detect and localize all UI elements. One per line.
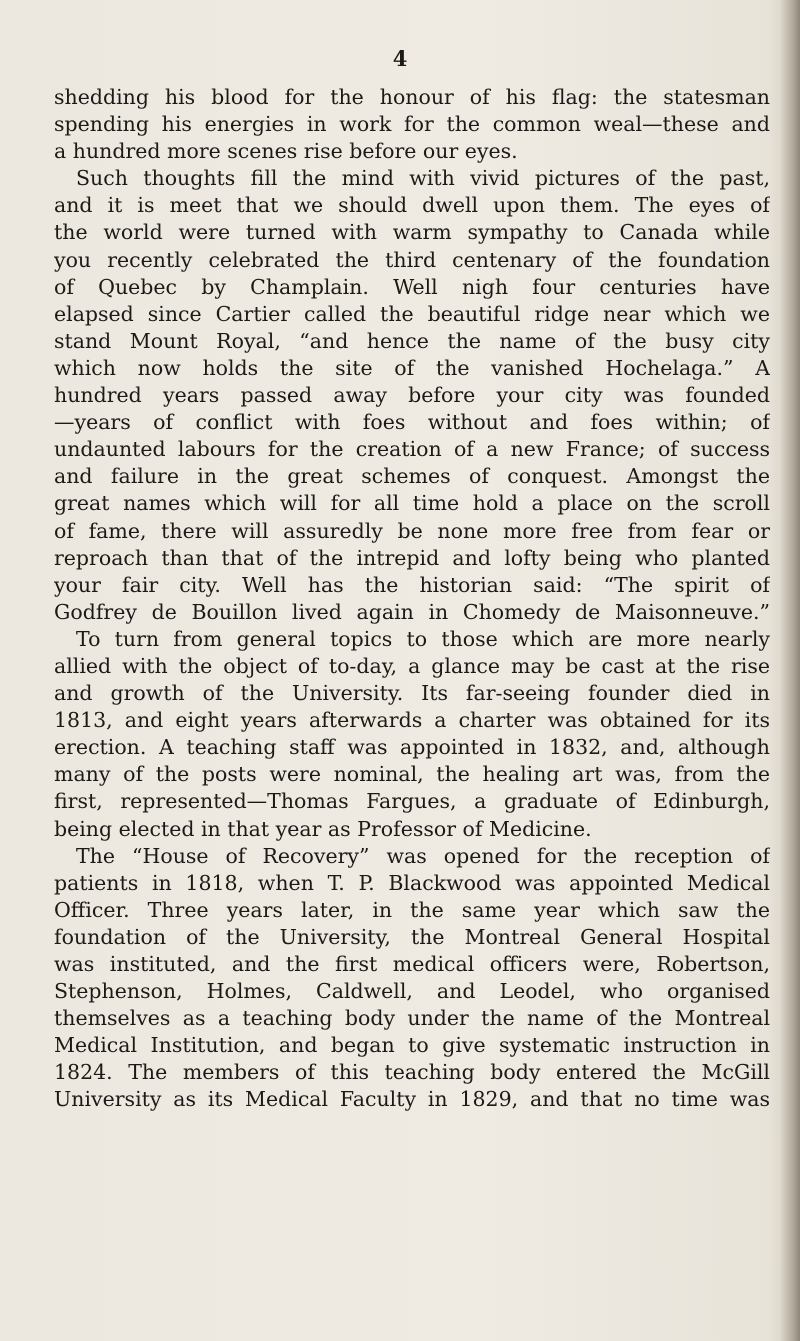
text-line: and growth of the University. Its far-seeing founder died in bbox=[54, 681, 770, 706]
text-line: foundation of the University, the Montreal General Hospital bbox=[54, 924, 770, 949]
text-line: was instituted, and the first medical officers were, Robertson, bbox=[54, 952, 770, 976]
text-line: Such thoughts fill the mind with vivid pictures of the past, bbox=[76, 166, 770, 191]
text-line: and failure in the great schemes of conquest. Amongst the bbox=[54, 464, 770, 489]
text-line: The “House of Recovery” was opened for the reception of bbox=[76, 843, 770, 868]
body-text bbox=[54, 84, 770, 1114]
text-line: first, represented—Thomas Fargues, a graduate of Edinburgh, bbox=[54, 789, 770, 814]
text-line: reproach than that of the intrepid and lofty being who planted bbox=[54, 545, 770, 570]
text-line: undaunted labours for the creation of a new France; of success bbox=[54, 437, 770, 462]
text-line: hundred years passed away before your city was founded bbox=[54, 383, 770, 408]
text-line: spending his energies in work for the common weal—these and bbox=[54, 112, 770, 137]
text-line: Stephenson, Holmes, Caldwell, and Leodel, who organised bbox=[54, 979, 770, 1004]
text-line: you recently celebrated the third centenary of the foundation bbox=[54, 247, 770, 272]
text-line: the world were turned with warm sympathy to Canada while bbox=[54, 220, 770, 245]
page-number: 4 bbox=[392, 46, 408, 71]
text-line: stand Mount Royal, “and hence the name of the busy city bbox=[54, 328, 770, 353]
text-line: To turn from general topics to those which are more nearly bbox=[76, 626, 770, 651]
text-line: 1824. The members of this teaching body entered the McGill bbox=[54, 1060, 770, 1085]
page-edge-shadow bbox=[780, 0, 800, 1341]
text-line: great names which will for all time hold a place on the scroll bbox=[54, 491, 770, 516]
text-line: —years of conflict with foes without and foes within; of bbox=[54, 410, 770, 435]
text-line: elapsed since Cartier called the beautiful ridge near which we bbox=[54, 301, 770, 326]
text-line: your fair city. Well has the historian said: “The spirit of bbox=[54, 572, 770, 597]
text-line: themselves as a teaching body under the name of the Montreal bbox=[54, 1006, 770, 1031]
text-line: University as its Medical Faculty in 1829, and that no time was bbox=[54, 1087, 770, 1112]
text-line: patients in 1818, when T. P. Blackwood was appointed Medical bbox=[54, 870, 770, 895]
text-line: Godfrey de Bouillon lived again in Chomedy de Maisonneuve.” bbox=[54, 599, 770, 624]
text-line: shedding his blood for the honour of his flag: the statesman bbox=[54, 85, 770, 109]
text-line: and it is meet that we should dwell upon them. The eyes of bbox=[54, 193, 770, 218]
text-line: of fame, there will assuredly be none more free from fear or bbox=[54, 518, 770, 543]
text-line: allied with the object of to-day, a glance may be cast at the rise bbox=[54, 653, 770, 678]
text-line: Officer. Three years later, in the same year which saw the bbox=[54, 897, 770, 922]
text-line: which now holds the site of the vanished Hochelaga.” A bbox=[54, 355, 770, 380]
text-line: of Quebec by Champlain. Well nigh four centuries have bbox=[54, 274, 770, 299]
text-line: many of the posts were nominal, the healing art was, from the bbox=[54, 762, 770, 787]
text-line: Medical Institution, and began to give systematic instruction in bbox=[54, 1033, 770, 1058]
text-line: erection. A teaching staff was appointed in 1832, and, although bbox=[54, 735, 770, 760]
text-line: being elected in that year as Professor of Medicine. bbox=[54, 816, 592, 841]
text-line: a hundred more scenes rise before our eyes. bbox=[54, 139, 518, 164]
text-line: 1813, and eight years afterwards a charter was obtained for its bbox=[54, 708, 770, 733]
